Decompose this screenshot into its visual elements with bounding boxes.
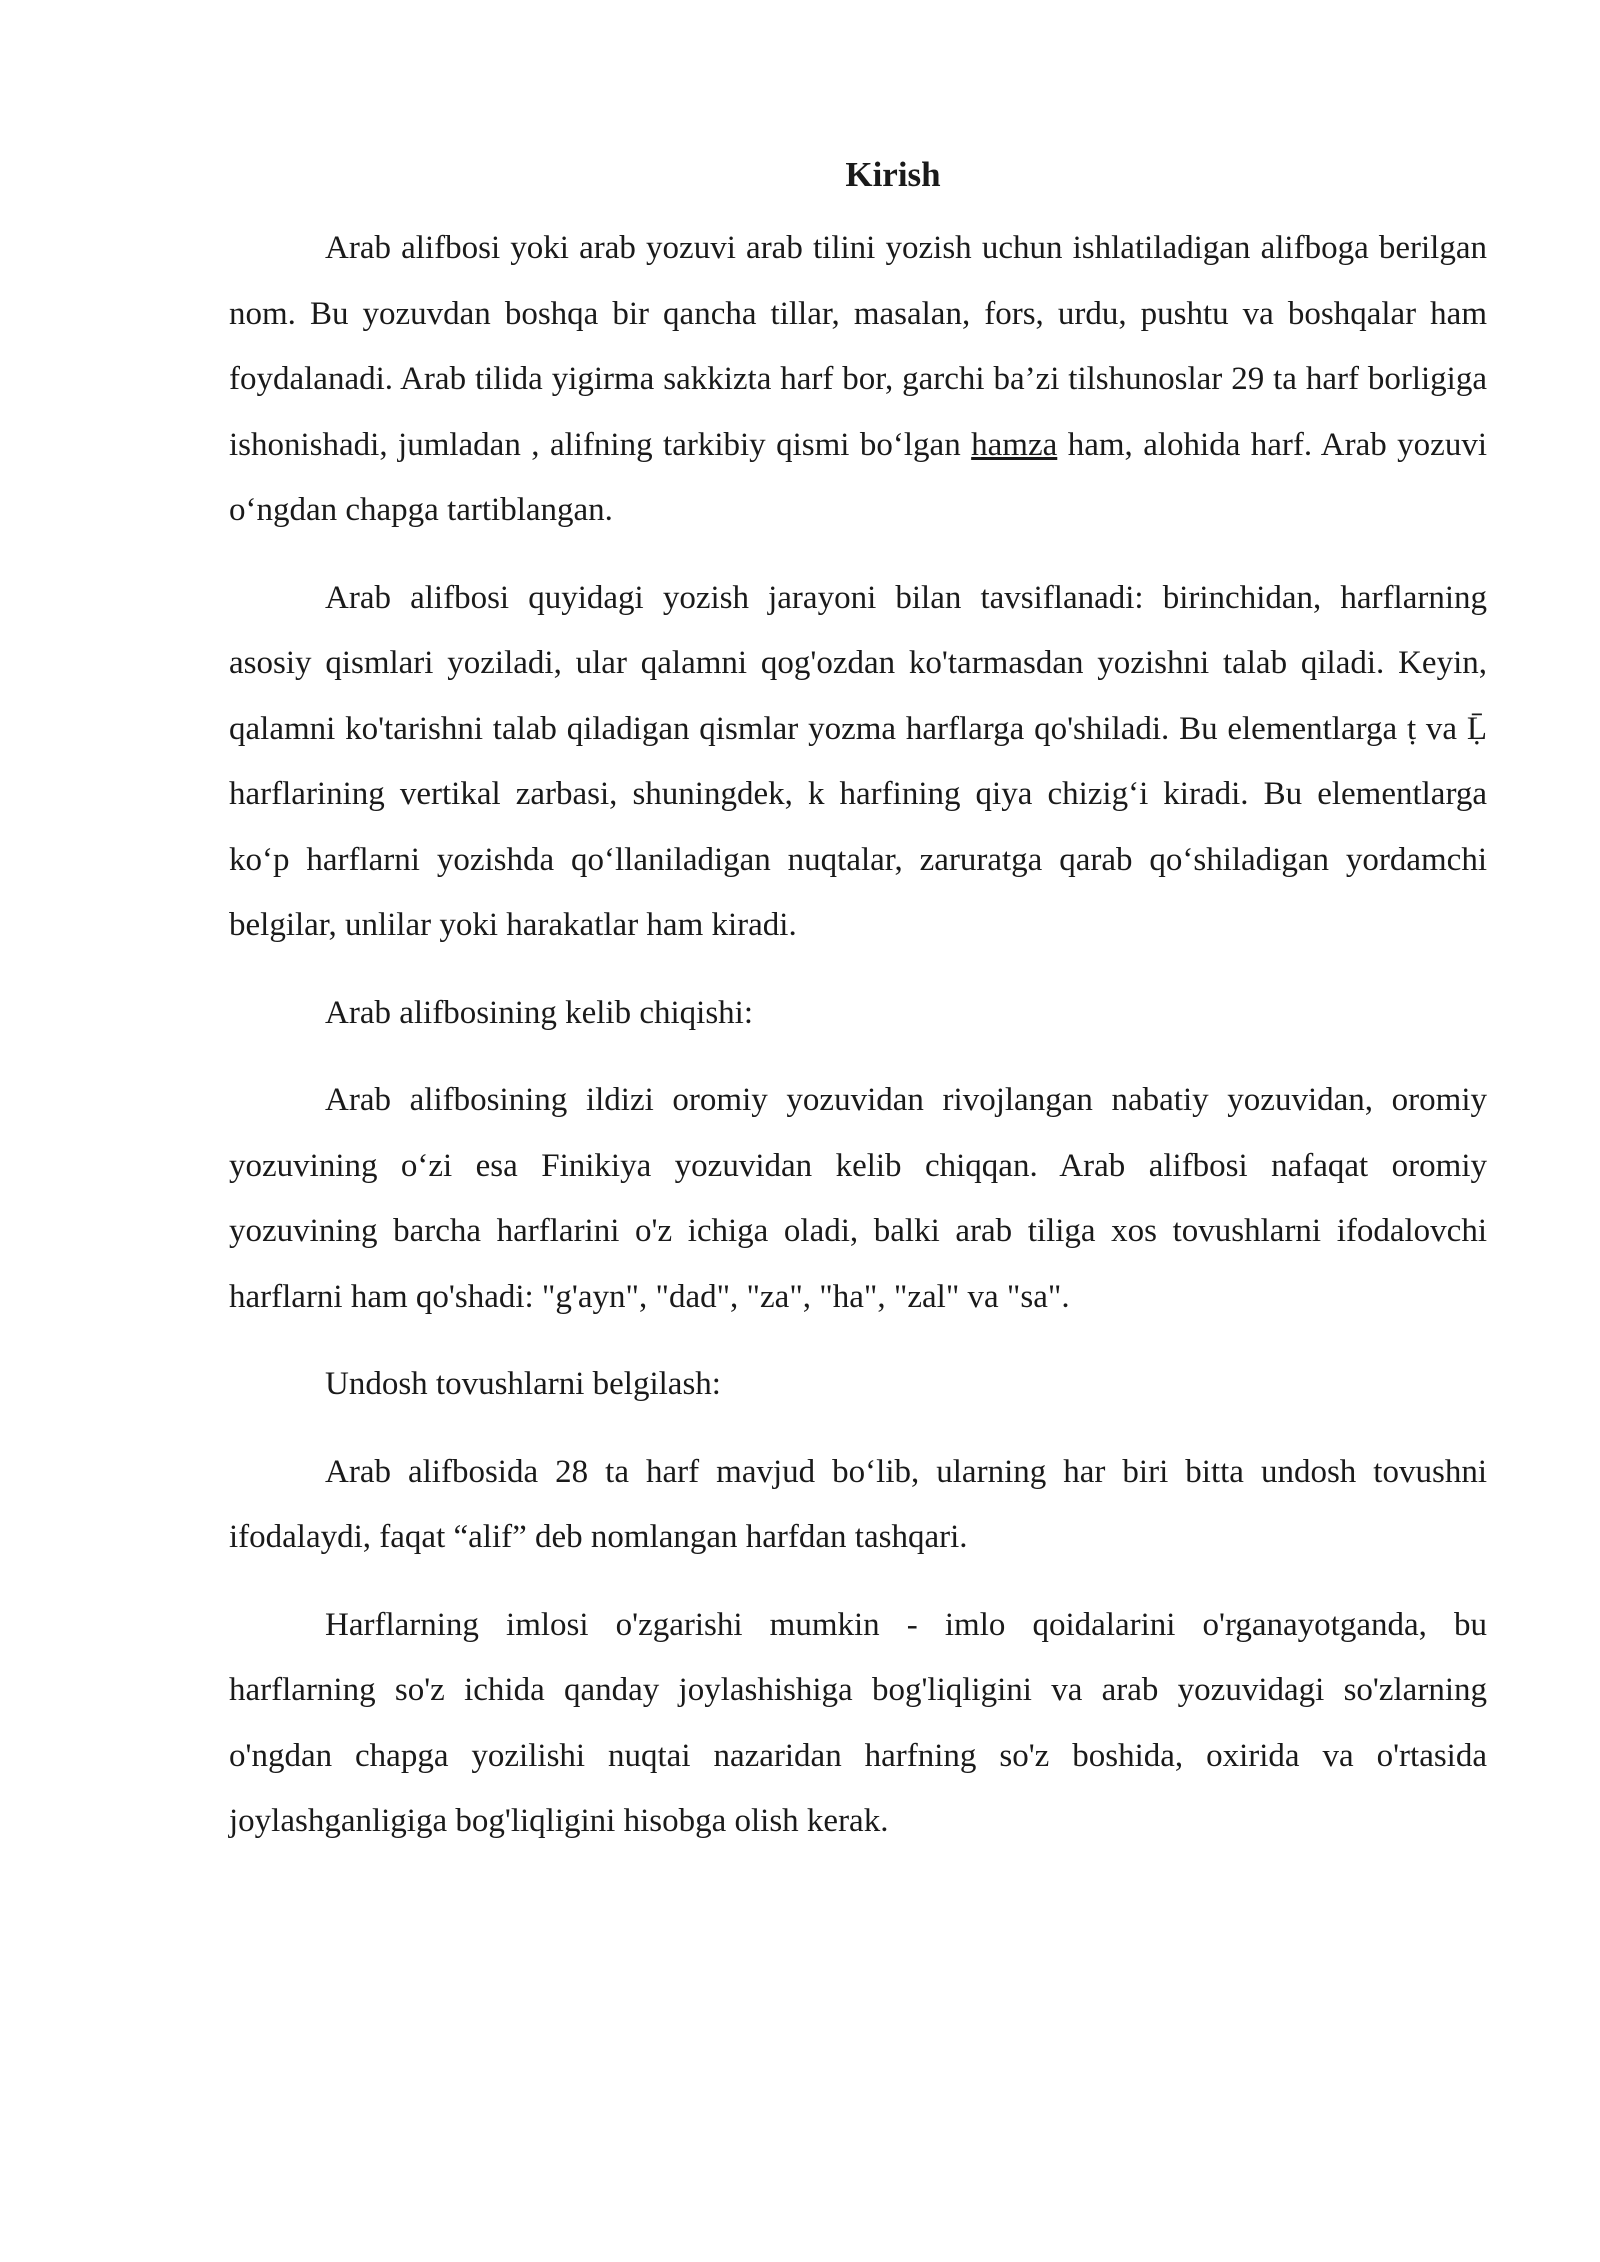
paragraph-consonants: Arab alifbosida 28 ta harf mavjud bo‘lib, ularning har biri bitta undosh tovushni ifodalaydi, faqat “alif” deb nomlangan harfdan tashqari. — [229, 1453, 1487, 1555]
document-title: Kirish — [845, 155, 941, 194]
document-page — [229, 150, 1487, 1877]
paragraph-intro-text-start: Arab alifbosi yoki arab yozuvi arab tilini yozish uchun ishlatiladigan alifboga berilgan nom. Bu yozuvdan boshqa bir qancha tillar, masalan, fors, urdu, pushtu va boshqalar ham foydalanadi. Arab tilida yigirma sakkizta harf bor, garchi ba’zi tilshunoslar 29 ta harf borligiga ishonishadi, jumladan , alifning tarkibiy qismi bo‘lgan — [229, 230, 1487, 463]
paragraph-origin: Arab alifbosining ildizi oromiy yozuvidan rivojlangan nabatiy yozuvidan, oromiy yozuvining o‘zi esa Finikiya yozuvidan kelib chiqqan. Arab alifbosi nafaqat oromiy yozuvining barcha harflarini o'z ichiga oladi, balki arab tiliga xos tovushlarni ifodalovchi harflarni ham qo'shadi: "g'ayn", "dad", "za", "ha", "zal" va "sa". — [229, 1082, 1487, 1315]
paragraph-consonants-heading: Undosh tovushlarni belgilash: — [325, 1366, 721, 1402]
hamza-link[interactable]: hamza — [971, 426, 1058, 463]
paragraph-intro-text-end: ham, alohida harf. Arab yozuvi o‘ngdan chapga tartiblangan. — [229, 426, 1487, 528]
paragraph-writing-process: Arab alifbosi quyidagi yozish jarayoni bilan tavsiflanadi: birinchidan, harflarning asosiy qismlari yoziladi, ular qalamni qog'ozdan ko'tarmasdan yozishni talab qiladi. Keyin, qalamni ko'tarishni talab qiladigan qismlar yozma harflarga qo'shiladi. Bu elementlarga ṭ va Ḹ harflarining vertikal zarbasi, shuningdek, k harfining qiya chizig‘i kiradi. Bu elementlarga ko‘p harflarni yozishda qo‘llaniladigan nuqtalar, zaruratga qarab qo‘shiladigan yordamchi belgilar, unlilar yoki harakatlar ham kiradi. — [229, 579, 1487, 943]
paragraph-spelling: Harflarning imlosi o'zgarishi mumkin - imlo qoidalarini o'rganayotganda, bu harflarning so'z ichida qanday joylashishiga bog'liqligini va arab yozuvidagi so'zlarning o'ngdan chapga yozilishi nuqtai nazaridan harfning so'z boshida, oxirida va o'rtasida joylashganligiga bog'liqligini hisobga olish kerak. — [229, 1606, 1487, 1839]
paragraph-origin-heading: Arab alifbosining kelib chiqishi: — [325, 994, 754, 1031]
paragraph-intro — [229, 216, 1487, 544]
